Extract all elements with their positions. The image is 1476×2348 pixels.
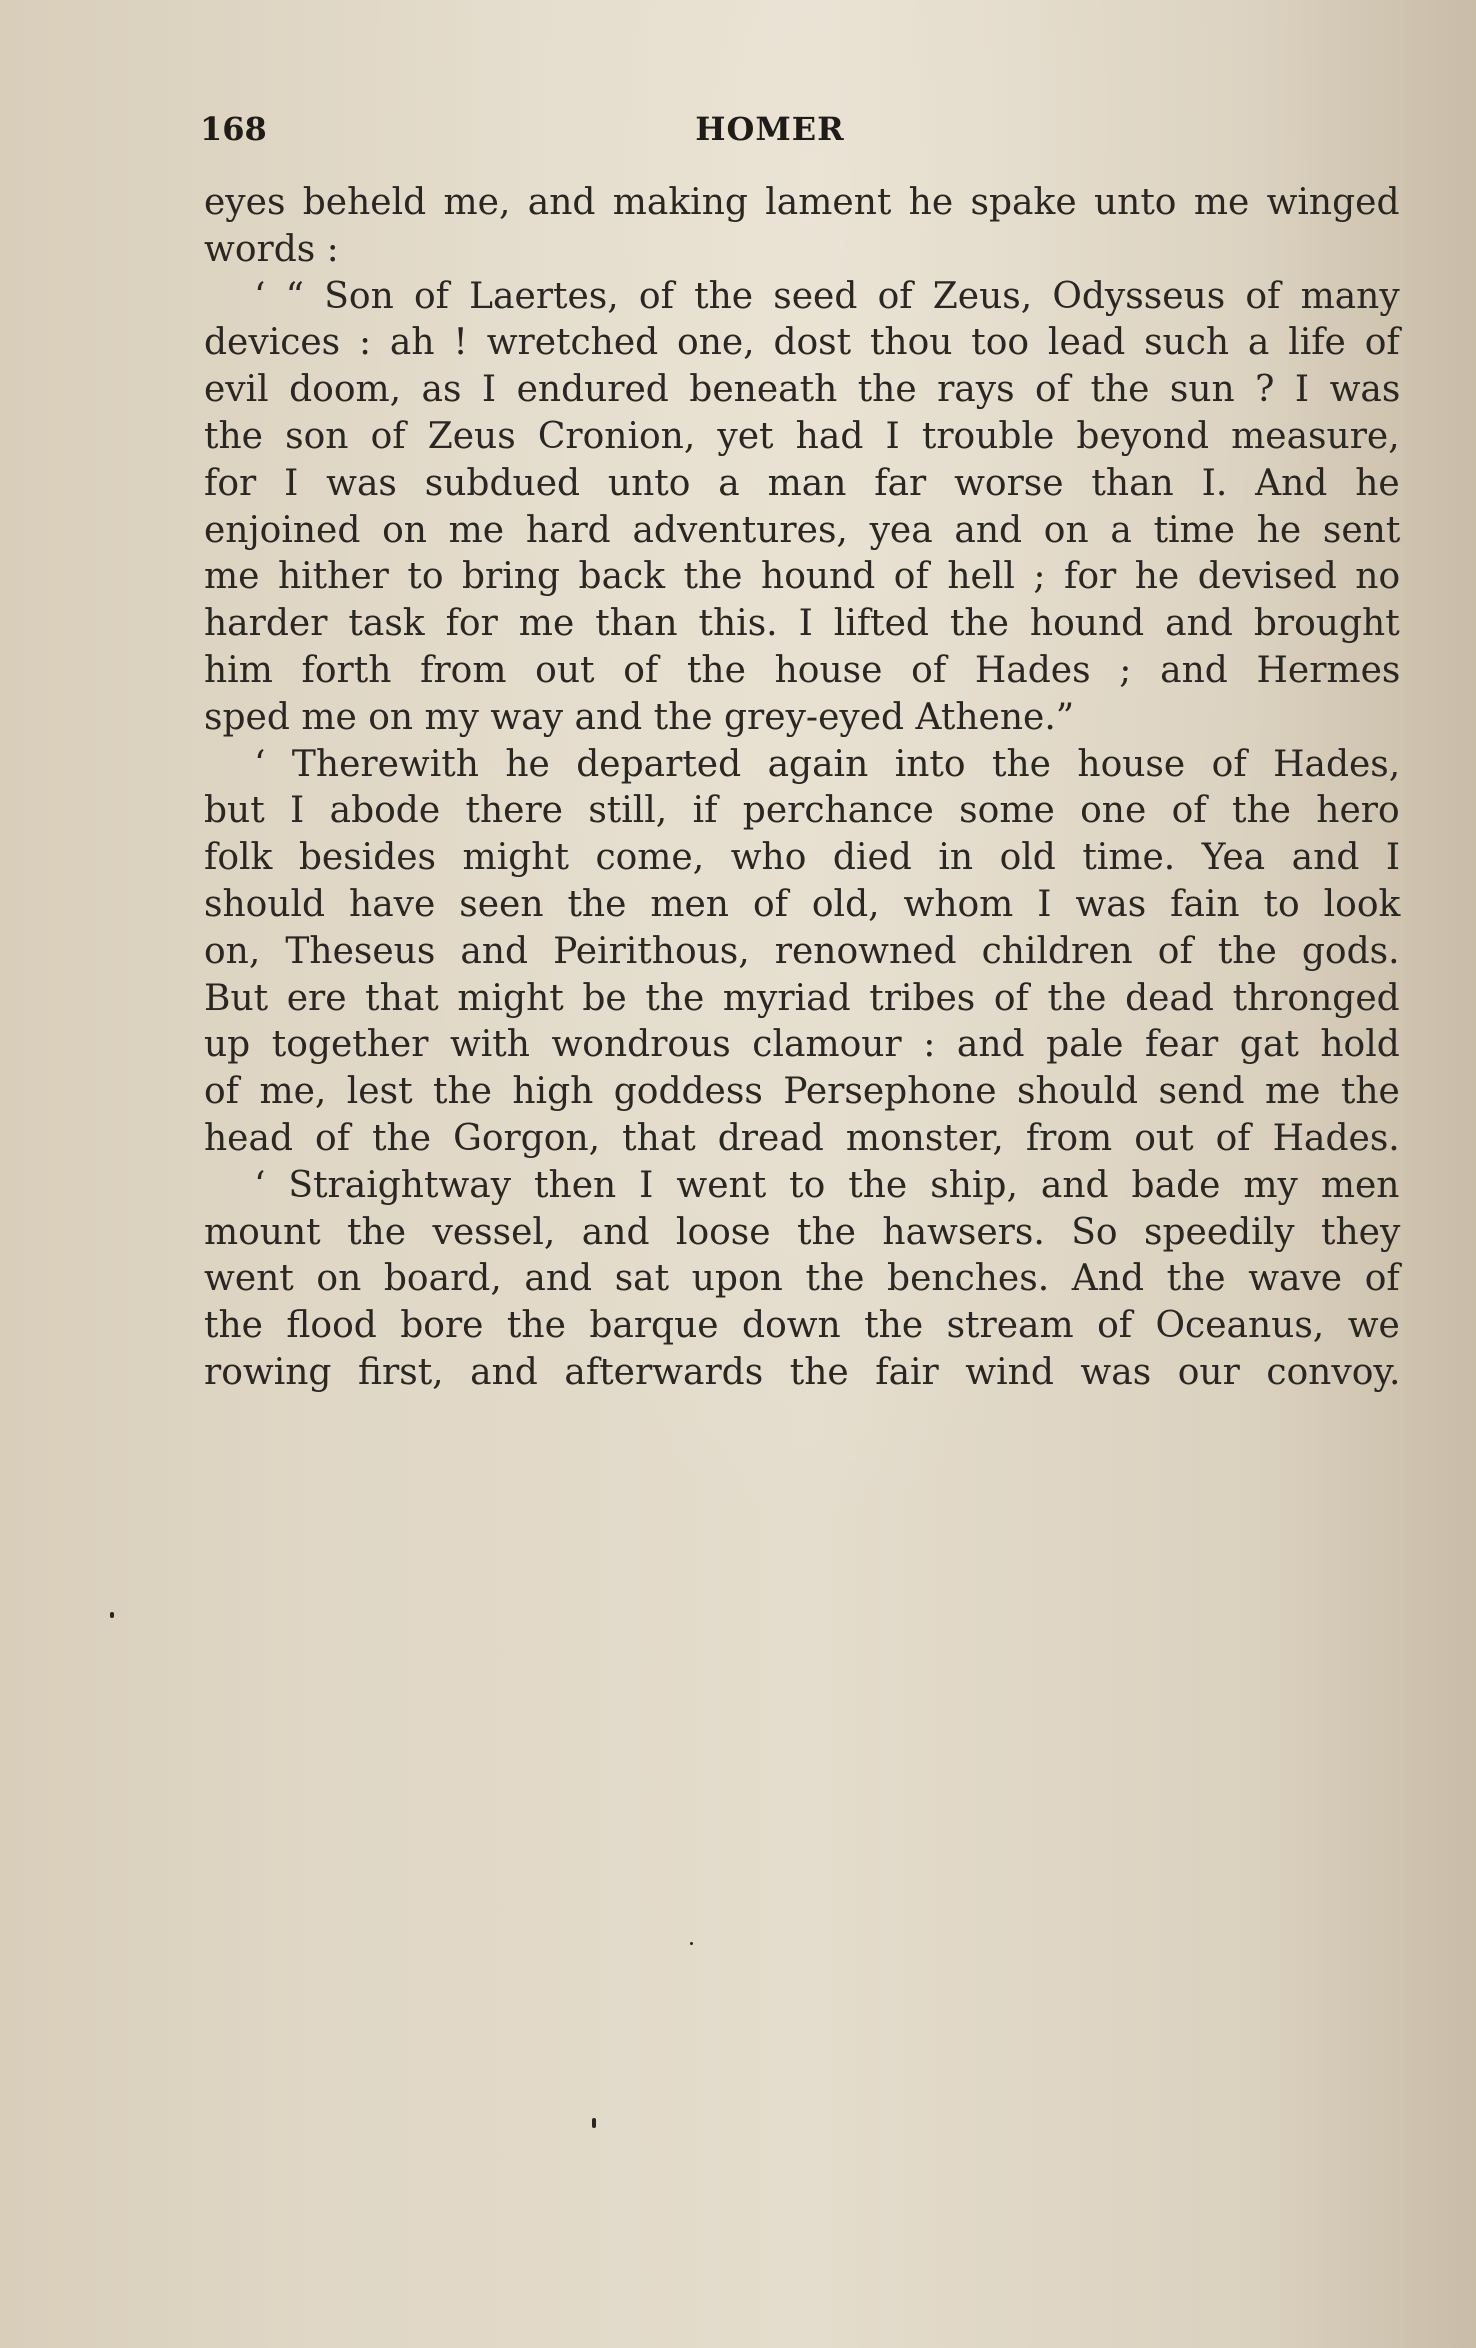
text-line: of me, lest the high goddess Persephone should send me the (204, 1071, 1400, 1113)
text-line: harder task for me than this. I lifted the hound and brought (204, 603, 1400, 645)
text-line: eyes beheld me, and making lament he spake unto me winged (204, 182, 1400, 223)
text-line: ‘ Therewith he departed again into the house of Hades, (254, 743, 1401, 785)
text-line: evil doom, as I endured beneath the rays of the sun ? I was (204, 369, 1401, 411)
running-head (200, 110, 1400, 154)
text-line: sped me on my way and the grey-eyed Athene.” (204, 696, 1075, 738)
text-line: the flood bore the barque down the stream of Oceanus, we (204, 1305, 1400, 1347)
text-line: should have seen the men of old, whom I was fain to look (204, 883, 1401, 925)
text-line: for I was subdued unto a man far worse than I. And he (204, 462, 1400, 504)
text-line: rowing first, and afterwards the fair wind was our convoy. (204, 1351, 1401, 1393)
text-line: but I abode there still, if perchance some one of the hero (204, 790, 1400, 832)
text-line: folk besides might come, who died in old time. Yea and I (204, 837, 1401, 879)
text-line: me hither to bring back the hound of hell ; for he devised no (204, 556, 1401, 598)
text-line: But ere that might be the myriad tribes of the dead thronged (204, 977, 1400, 1019)
running-title: HOMER (695, 110, 845, 148)
text-line: enjoined on me hard adventures, yea and on a time he sent (204, 509, 1401, 551)
page-number: 168 (200, 110, 267, 148)
text-line: on, Theseus and Peirithous, renowned children of the gods. (204, 930, 1400, 972)
text-line: words : (204, 228, 339, 270)
text-line: him forth from out of the house of Hades ; and Hermes (204, 649, 1401, 691)
paper-speck (592, 2118, 596, 2128)
text-line: the son of Zeus Cronion, yet had I trouble beyond measure, (204, 415, 1400, 457)
text-line: ‘ Straightway then I went to the ship, and bade my men (254, 1164, 1400, 1206)
text-line: ‘ “ Son of Laertes, of the seed of Zeus, Odysseus of many (254, 275, 1400, 317)
paper-speck (110, 1612, 114, 1618)
text-line: up together with wondrous clamour : and pale fear gat hold (204, 1024, 1400, 1066)
text-line: head of the Gorgon, that dread monster, from out of Hades. (204, 1117, 1400, 1159)
body-text (204, 180, 1400, 1397)
text-line: devices : ah ! wretched one, dost thou too lead such a life of (204, 322, 1400, 364)
text-line: mount the vessel, and loose the hawsers. So speedily they (204, 1211, 1401, 1253)
paper-speck (690, 1942, 693, 1945)
text-line: went on board, and sat upon the benches. And the wave of (204, 1258, 1400, 1300)
